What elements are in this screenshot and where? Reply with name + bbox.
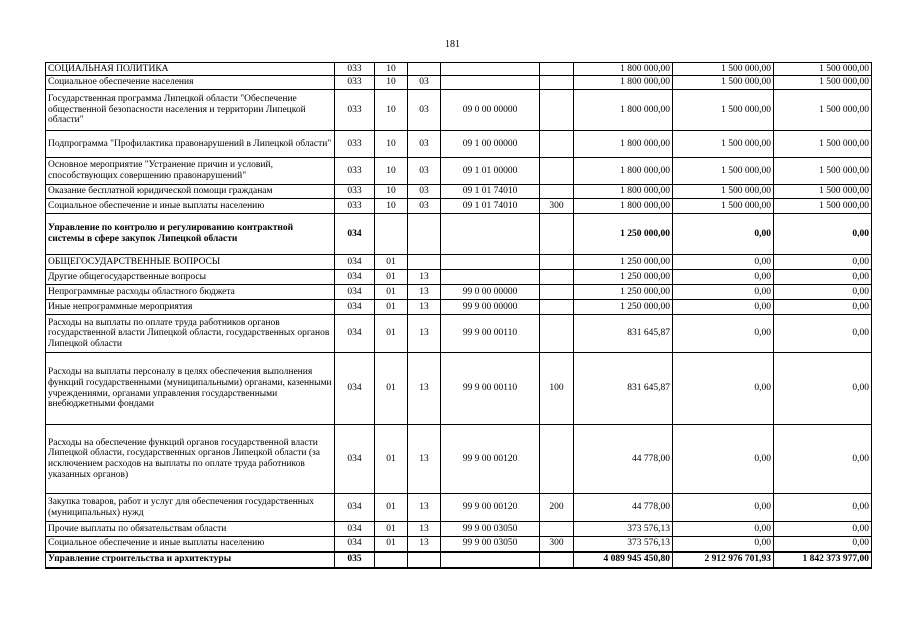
cell-name: Социальное обеспечение и иные выплаты населению — [46, 199, 335, 214]
cell-expense-type — [540, 425, 574, 494]
cell-target-article: 99 0 00 00000 — [441, 285, 540, 300]
cell-amount-year1: 44 778,00 — [574, 425, 673, 494]
cell-section: 01 — [375, 315, 408, 353]
cell-grbs: 034 — [335, 285, 375, 300]
cell-amount-year2: 1 500 000,00 — [673, 158, 774, 185]
cell-name: Расходы на выплаты по оплате труда работников органов государственной власти Липецкой области, государственных органов Липецкой области — [46, 315, 335, 353]
table-row — [46, 300, 872, 315]
cell-expense-type — [540, 214, 574, 255]
cell-grbs: 034 — [335, 522, 375, 537]
cell-amount-year3: 0,00 — [774, 300, 872, 315]
cell-expense-type — [540, 522, 574, 537]
cell-amount-year3: 0,00 — [774, 494, 872, 522]
cell-amount-year1: 1 800 000,00 — [574, 199, 673, 214]
cell-amount-year3: 1 500 000,00 — [774, 63, 872, 76]
cell-name: Прочие выплаты по обязательствам области — [46, 522, 335, 537]
cell-amount-year2: 0,00 — [673, 425, 774, 494]
cell-grbs: 034 — [335, 300, 375, 315]
table-row — [46, 537, 872, 552]
cell-expense-type — [540, 270, 574, 285]
cell-amount-year1: 1 800 000,00 — [574, 63, 673, 76]
cell-amount-year1: 1 250 000,00 — [574, 270, 673, 285]
cell-amount-year3: 0,00 — [774, 315, 872, 353]
cell-amount-year3: 1 842 373 977,00 — [774, 552, 872, 568]
cell-target-article: 99 9 00 00110 — [441, 315, 540, 353]
cell-amount-year3: 0,00 — [774, 537, 872, 552]
cell-section: 01 — [375, 255, 408, 270]
cell-target-article — [441, 552, 540, 568]
cell-section: 01 — [375, 494, 408, 522]
cell-name: Управление строительства и архитектуры — [46, 552, 335, 568]
cell-amount-year3: 1 500 000,00 — [774, 199, 872, 214]
cell-amount-year3: 0,00 — [774, 255, 872, 270]
cell-expense-type: 300 — [540, 199, 574, 214]
cell-subsection: 03 — [408, 185, 441, 199]
table-row — [46, 131, 872, 158]
cell-amount-year3: 0,00 — [774, 285, 872, 300]
cell-grbs: 033 — [335, 185, 375, 199]
cell-amount-year1: 1 800 000,00 — [574, 131, 673, 158]
cell-amount-year1: 831 645,87 — [574, 353, 673, 425]
cell-section: 01 — [375, 285, 408, 300]
cell-expense-type — [540, 63, 574, 76]
cell-name: Управление по контролю и регулированию контрактной системы в сфере закупок Липецкой области — [46, 214, 335, 255]
cell-name: Социальное обеспечение населения — [46, 76, 335, 90]
cell-subsection: 13 — [408, 494, 441, 522]
cell-expense-type — [540, 90, 574, 131]
cell-amount-year1: 831 645,87 — [574, 315, 673, 353]
cell-amount-year3: 0,00 — [774, 214, 872, 255]
cell-grbs: 033 — [335, 199, 375, 214]
cell-target-article — [441, 63, 540, 76]
cell-grbs: 034 — [335, 255, 375, 270]
cell-grbs: 035 — [335, 552, 375, 568]
cell-name: Оказание бесплатной юридической помощи гражданам — [46, 185, 335, 199]
cell-amount-year2: 1 500 000,00 — [673, 131, 774, 158]
cell-subsection: 03 — [408, 76, 441, 90]
cell-amount-year2: 0,00 — [673, 300, 774, 315]
cell-target-article — [441, 270, 540, 285]
cell-target-article: 09 1 01 74010 — [441, 185, 540, 199]
cell-expense-type — [540, 552, 574, 568]
cell-section: 10 — [375, 199, 408, 214]
cell-subsection: 13 — [408, 315, 441, 353]
table-row — [46, 522, 872, 537]
cell-section: 01 — [375, 537, 408, 552]
table-row — [46, 315, 872, 353]
cell-name: Расходы на выплаты персоналу в целях обеспечения выполнения функций государственными (муниципальными) органами, казенными учреждениями, органами управления государственными внебюджетными фондами — [46, 353, 335, 425]
cell-target-article: 99 9 00 00110 — [441, 353, 540, 425]
cell-amount-year3: 0,00 — [774, 353, 872, 425]
cell-subsection: 03 — [408, 199, 441, 214]
cell-amount-year1: 1 250 000,00 — [574, 255, 673, 270]
cell-subsection: 13 — [408, 537, 441, 552]
cell-amount-year3: 0,00 — [774, 425, 872, 494]
cell-amount-year3: 1 500 000,00 — [774, 158, 872, 185]
cell-section: 10 — [375, 131, 408, 158]
cell-subsection: 13 — [408, 285, 441, 300]
cell-name: Социальное обеспечение и иные выплаты населению — [46, 537, 335, 552]
cell-grbs: 033 — [335, 76, 375, 90]
cell-expense-type — [540, 185, 574, 199]
cell-target-article: 09 1 01 00000 — [441, 158, 540, 185]
table-row — [46, 185, 872, 199]
cell-section — [375, 552, 408, 568]
cell-section: 10 — [375, 158, 408, 185]
cell-amount-year3: 1 500 000,00 — [774, 185, 872, 199]
cell-amount-year1: 4 089 945 450,80 — [574, 552, 673, 568]
cell-amount-year2: 0,00 — [673, 537, 774, 552]
cell-name: Основное мероприятие "Устранение причин и условий, способствующих совершению правонарушений" — [46, 158, 335, 185]
cell-amount-year3: 1 500 000,00 — [774, 90, 872, 131]
cell-amount-year2: 0,00 — [673, 270, 774, 285]
cell-expense-type — [540, 255, 574, 270]
cell-section: 10 — [375, 63, 408, 76]
cell-subsection: 03 — [408, 158, 441, 185]
cell-subsection: 13 — [408, 425, 441, 494]
page-number: 181 — [445, 39, 460, 50]
cell-amount-year2: 0,00 — [673, 255, 774, 270]
cell-section: 01 — [375, 300, 408, 315]
table-row — [46, 552, 872, 568]
cell-amount-year2: 1 500 000,00 — [673, 90, 774, 131]
cell-amount-year2: 1 500 000,00 — [673, 199, 774, 214]
cell-target-article: 99 9 00 03050 — [441, 537, 540, 552]
cell-subsection — [408, 552, 441, 568]
cell-section: 10 — [375, 185, 408, 199]
cell-expense-type — [540, 285, 574, 300]
cell-expense-type — [540, 315, 574, 353]
cell-amount-year3: 0,00 — [774, 522, 872, 537]
cell-subsection: 13 — [408, 270, 441, 285]
cell-subsection — [408, 63, 441, 76]
table-row — [46, 494, 872, 522]
cell-target-article: 09 0 00 00000 — [441, 90, 540, 131]
cell-subsection: 13 — [408, 300, 441, 315]
cell-target-article: 09 1 00 00000 — [441, 131, 540, 158]
cell-amount-year2: 0,00 — [673, 353, 774, 425]
cell-section: 01 — [375, 425, 408, 494]
cell-amount-year1: 1 800 000,00 — [574, 90, 673, 131]
cell-amount-year1: 1 800 000,00 — [574, 158, 673, 185]
cell-name: Государственная программа Липецкой области "Обеспечение общественной безопасности населения и территории Липецкой области" — [46, 90, 335, 131]
table-row — [46, 255, 872, 270]
cell-amount-year1: 1 800 000,00 — [574, 76, 673, 90]
cell-target-article — [441, 214, 540, 255]
cell-amount-year2: 2 912 976 701,93 — [673, 552, 774, 568]
cell-grbs: 034 — [335, 494, 375, 522]
cell-amount-year1: 373 576,13 — [574, 522, 673, 537]
cell-amount-year2: 1 500 000,00 — [673, 76, 774, 90]
table-row — [46, 76, 872, 90]
cell-subsection: 13 — [408, 353, 441, 425]
cell-grbs: 034 — [335, 537, 375, 552]
cell-subsection — [408, 214, 441, 255]
cell-amount-year2: 1 500 000,00 — [673, 185, 774, 199]
cell-amount-year1: 44 778,00 — [574, 494, 673, 522]
cell-expense-type — [540, 76, 574, 90]
cell-amount-year2: 0,00 — [673, 315, 774, 353]
cell-expense-type — [540, 300, 574, 315]
table-row — [46, 90, 872, 131]
table-row — [46, 158, 872, 185]
cell-target-article: 99 9 00 00120 — [441, 425, 540, 494]
table-row — [46, 63, 872, 76]
cell-amount-year1: 1 250 000,00 — [574, 300, 673, 315]
cell-subsection: 03 — [408, 90, 441, 131]
cell-expense-type: 300 — [540, 537, 574, 552]
cell-grbs: 034 — [335, 353, 375, 425]
cell-grbs: 033 — [335, 63, 375, 76]
cell-amount-year2: 0,00 — [673, 522, 774, 537]
table-row — [46, 199, 872, 214]
cell-subsection — [408, 255, 441, 270]
cell-name: Другие общегосударственные вопросы — [46, 270, 335, 285]
cell-amount-year3: 1 500 000,00 — [774, 76, 872, 90]
cell-name: Непрограммные расходы областного бюджета — [46, 285, 335, 300]
cell-amount-year1: 1 250 000,00 — [574, 285, 673, 300]
cell-grbs: 034 — [335, 214, 375, 255]
table-row — [46, 425, 872, 494]
cell-amount-year3: 1 500 000,00 — [774, 131, 872, 158]
cell-amount-year3: 0,00 — [774, 270, 872, 285]
cell-grbs: 033 — [335, 90, 375, 131]
cell-amount-year2: 0,00 — [673, 494, 774, 522]
cell-target-article — [441, 255, 540, 270]
cell-name: Подпрограмма "Профилактика правонарушений в Липецкой области" — [46, 131, 335, 158]
cell-subsection: 13 — [408, 522, 441, 537]
cell-amount-year2: 1 500 000,00 — [673, 63, 774, 76]
cell-section: 10 — [375, 90, 408, 131]
cell-grbs: 034 — [335, 270, 375, 285]
cell-expense-type: 100 — [540, 353, 574, 425]
cell-grbs: 033 — [335, 158, 375, 185]
cell-grbs: 034 — [335, 425, 375, 494]
table-row — [46, 270, 872, 285]
cell-name: Расходы на обеспечение функций органов государственной власти Липецкой области, государственных органов Липецкой области (за исключением расходов на выплаты по оплате труда работников указанных органов) — [46, 425, 335, 494]
table-row — [46, 285, 872, 300]
budget-table — [45, 62, 872, 569]
cell-amount-year2: 0,00 — [673, 285, 774, 300]
cell-grbs: 033 — [335, 131, 375, 158]
cell-name: Закупка товаров, работ и услуг для обеспечения государственных (муниципальных) нужд — [46, 494, 335, 522]
table-row — [46, 214, 872, 255]
cell-target-article: 99 9 00 00120 — [441, 494, 540, 522]
cell-expense-type — [540, 158, 574, 185]
cell-amount-year1: 1 800 000,00 — [574, 185, 673, 199]
cell-expense-type — [540, 131, 574, 158]
cell-section: 01 — [375, 353, 408, 425]
cell-grbs: 034 — [335, 315, 375, 353]
cell-name: ОБЩЕГОСУДАРСТВЕННЫЕ ВОПРОСЫ — [46, 255, 335, 270]
cell-section — [375, 214, 408, 255]
cell-target-article: 99 9 00 03050 — [441, 522, 540, 537]
cell-amount-year1: 373 576,13 — [574, 537, 673, 552]
cell-target-article: 99 9 00 00000 — [441, 300, 540, 315]
cell-expense-type: 200 — [540, 494, 574, 522]
cell-amount-year2: 0,00 — [673, 214, 774, 255]
cell-target-article: 09 1 01 74010 — [441, 199, 540, 214]
cell-amount-year1: 1 250 000,00 — [574, 214, 673, 255]
cell-section: 01 — [375, 270, 408, 285]
cell-section: 01 — [375, 522, 408, 537]
cell-name: Иные непрограммные мероприятия — [46, 300, 335, 315]
cell-section: 10 — [375, 76, 408, 90]
cell-target-article — [441, 76, 540, 90]
cell-subsection: 03 — [408, 131, 441, 158]
cell-name: СОЦИАЛЬНАЯ ПОЛИТИКА — [46, 63, 335, 76]
table-row — [46, 353, 872, 425]
